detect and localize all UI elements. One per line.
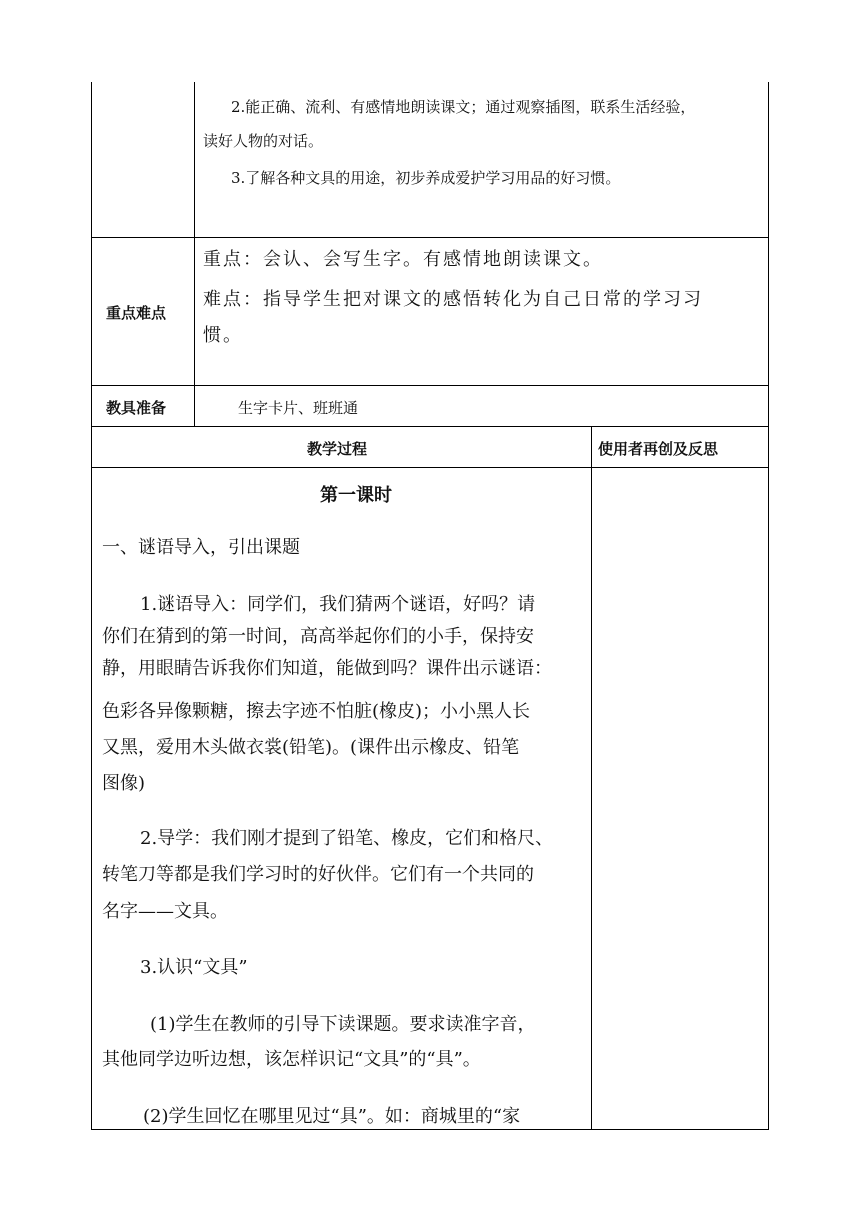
row-divider-3 xyxy=(91,426,769,427)
objective-line-1: 2.能正确、流利、有感情地朗读课文；通过观察插图，联系生活经验， xyxy=(231,98,696,116)
row-divider-4 xyxy=(91,467,769,468)
paragraph-line: 色彩各异像颗糖，擦去字迹不怕脏(橡皮)；小小黑人长 xyxy=(102,701,531,722)
paragraph-line: (2)学生回忆在哪里见过“具”。如：商城里的“家 xyxy=(143,1106,521,1127)
row-divider-2 xyxy=(91,385,769,386)
objective-line-2: 读好人物的对话。 xyxy=(203,132,324,150)
section-heading: 一、谜语导入，引出课题 xyxy=(102,537,300,558)
objective-line-3: 3.了解各种文具的用途，初步养成爱护学习用品的好习惯。 xyxy=(231,169,621,187)
key-points-label: 重点难点 xyxy=(106,304,167,322)
paragraph-line: 静，用眼睛告诉我你们知道，能做到吗？课件出示谜语： xyxy=(102,658,552,679)
difficulty-line-continued: 惯。 xyxy=(203,325,243,346)
paragraph-line: 你们在猜到的第一时间，高高举起你们的小手，保持安 xyxy=(102,626,534,647)
reflection-column-divider xyxy=(591,426,592,1130)
lesson-title: 第一课时 xyxy=(320,485,392,506)
process-header: 教学过程 xyxy=(307,440,368,458)
paragraph-line: 3.认识“文具” xyxy=(140,957,248,978)
paragraph-line: 2.导学：我们刚才提到了铅笔、橡皮，它们和格尺、 xyxy=(140,828,554,849)
table-right-border xyxy=(768,82,769,1130)
paragraph-line: 转笔刀等都是我们学习时的好伙伴。它们有一个共同的 xyxy=(102,864,534,885)
paragraph-line: 其他同学边听边想，该怎样识记“文具”的“具”。 xyxy=(102,1049,481,1070)
row-divider-1 xyxy=(91,237,769,238)
reflection-header: 使用者再创及反思 xyxy=(598,440,719,458)
paragraph-line: 又黑，爱用木头做衣裳(铅笔)。(课件出示橡皮、铅笔 xyxy=(102,737,520,758)
paragraph-line: 图像) xyxy=(102,773,146,794)
paragraph-line: 名字——文具。 xyxy=(102,901,228,922)
key-point-line: 重点：会认、会写生字。有感情地朗读课文。 xyxy=(203,249,603,270)
label-column-divider xyxy=(194,82,195,426)
paragraph-line: 1.谜语导入：同学们，我们猜两个谜语，好吗？请 xyxy=(140,594,536,615)
materials-label: 教具准备 xyxy=(106,399,167,417)
table-left-border xyxy=(91,82,92,1130)
materials-value: 生字卡片、班班通 xyxy=(238,399,359,417)
paragraph-line: (1)学生在教师的引导下读课题。要求读准字音， xyxy=(150,1014,536,1035)
difficulty-line: 难点：指导学生把对课文的感悟转化为自己日常的学习习 xyxy=(203,289,703,310)
